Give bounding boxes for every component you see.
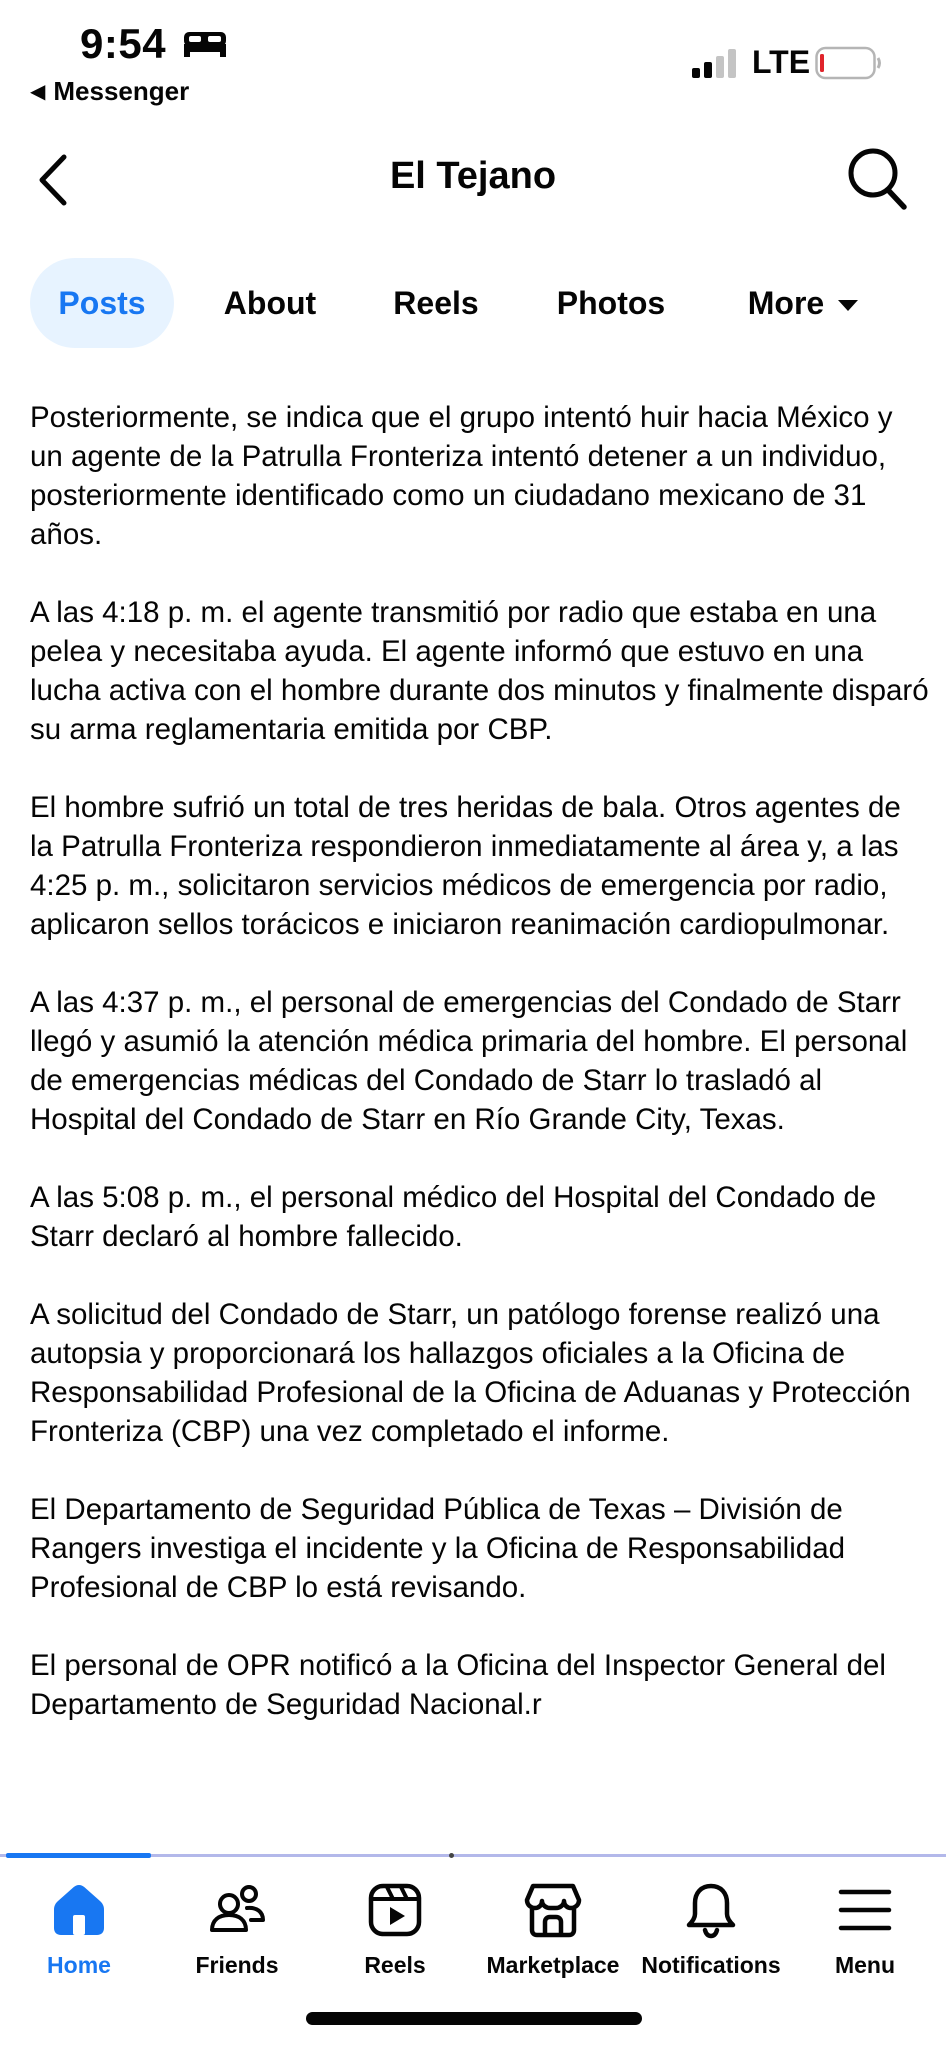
page-title: El Tejano xyxy=(389,155,557,197)
tab-posts[interactable] xyxy=(30,258,174,348)
tab-photos-label: Photos xyxy=(556,284,666,321)
back-to-messenger-link[interactable] xyxy=(30,76,189,107)
reels-icon xyxy=(365,1880,425,1940)
nav-reels[interactable] xyxy=(316,1880,474,1990)
back-triangle-icon: ◀ xyxy=(30,81,46,103)
menu-icon xyxy=(835,1880,895,1940)
search-icon[interactable] xyxy=(846,145,908,211)
tab-photos[interactable] xyxy=(540,258,682,348)
tab-more-label: More xyxy=(747,284,825,321)
friends-icon xyxy=(207,1880,267,1940)
post-text xyxy=(30,398,930,1763)
nav-notifications-label: Notifications xyxy=(641,1952,781,1978)
battery-low-icon xyxy=(815,46,883,80)
profile-tabs xyxy=(0,258,946,350)
post-paragraph: El personal de OPR notificó a la Oficina del Inspector General del Departamento de Seguridad Nacional.r xyxy=(30,1649,886,1721)
nav-marketplace-label: Marketplace xyxy=(486,1952,620,1978)
nav-home-label: Home xyxy=(47,1952,111,1978)
tab-reels[interactable] xyxy=(370,258,502,348)
tab-more[interactable] xyxy=(728,258,878,348)
tab-posts-label: Posts xyxy=(58,284,146,321)
caret-down-icon xyxy=(838,300,858,311)
post-paragraph: Posteriormente, se indica que el grupo intentó huir hacia México y un agente de la Patrulla Fronteriza intentó detener a un individuo, posteriormente identificado como un ciudadano mexicano de 31 años. xyxy=(30,401,893,551)
post-paragraph: A las 4:37 p. m., el personal de emergencias del Condado de Starr llegó y asumió la atención médica primaria del hombre. El personal de emergencias médicas del Condado de Starr lo trasladó al Hospital del Condado de Starr en Río Grande City, Texas. xyxy=(30,986,908,1136)
signal-icon xyxy=(690,48,738,78)
status-bar xyxy=(0,0,946,115)
post-paragraph: A las 5:08 p. m., el personal médico del Hospital del Condado de Starr declaró al hombre fallecido. xyxy=(30,1181,877,1253)
status-time: 9:54 xyxy=(80,20,167,67)
post-paragraph: A solicitud del Condado de Starr, un patólogo forense realizó una autopsia y proporcionará los hallazgos oficiales a la Oficina de Responsabilidad Profesional de la Oficina de Aduanas y Protección Fronteriza (CBP) una vez completado el informe. xyxy=(30,1298,911,1448)
home-icon xyxy=(49,1880,109,1940)
page-header xyxy=(0,115,946,245)
nav-marketplace[interactable] xyxy=(474,1880,632,1990)
nav-home[interactable] xyxy=(0,1880,158,1990)
tab-about[interactable] xyxy=(200,258,340,348)
network-label: LTE xyxy=(752,44,811,80)
nav-friends[interactable] xyxy=(158,1880,316,1990)
nav-reels-label: Reels xyxy=(364,1952,426,1978)
bed-icon xyxy=(182,30,228,58)
post-paragraph: El hombre sufrió un total de tres heridas de bala. Otros agentes de la Patrulla Fronteriza respondieron inmediatamente al área y, a las 4:25 p. m., solicitaron servicios médicos de emergencia por radio, aplicaron sellos torácicos e iniciaron reanimación cardiopulmonar. xyxy=(30,791,901,941)
back-app-label: Messenger xyxy=(53,76,190,106)
bell-icon xyxy=(681,1880,741,1940)
nav-friends-label: Friends xyxy=(195,1952,279,1978)
home-indicator[interactable] xyxy=(306,2012,642,2025)
post-paragraph: A las 4:18 p. m. el agente transmitió por radio que estaba en una pelea y necesitaba ayuda. El agente informó que estuvo en una lucha activa con el hombre durante dos minutos y finalmente disparó su arma reglamentaria emitida por CBP. xyxy=(30,596,929,746)
nav-notifications[interactable] xyxy=(632,1880,790,1990)
nav-menu-label: Menu xyxy=(834,1952,896,1978)
tab-about-label: About xyxy=(223,284,317,321)
marketplace-icon xyxy=(523,1880,583,1940)
nav-menu[interactable] xyxy=(786,1880,944,1990)
post-paragraph: El Departamento de Seguridad Pública de Texas – División de Rangers investiga el incidente y la Oficina de Responsabilidad Profesional de CBP lo está revisando. xyxy=(30,1493,846,1604)
tab-reels-label: Reels xyxy=(393,284,479,321)
